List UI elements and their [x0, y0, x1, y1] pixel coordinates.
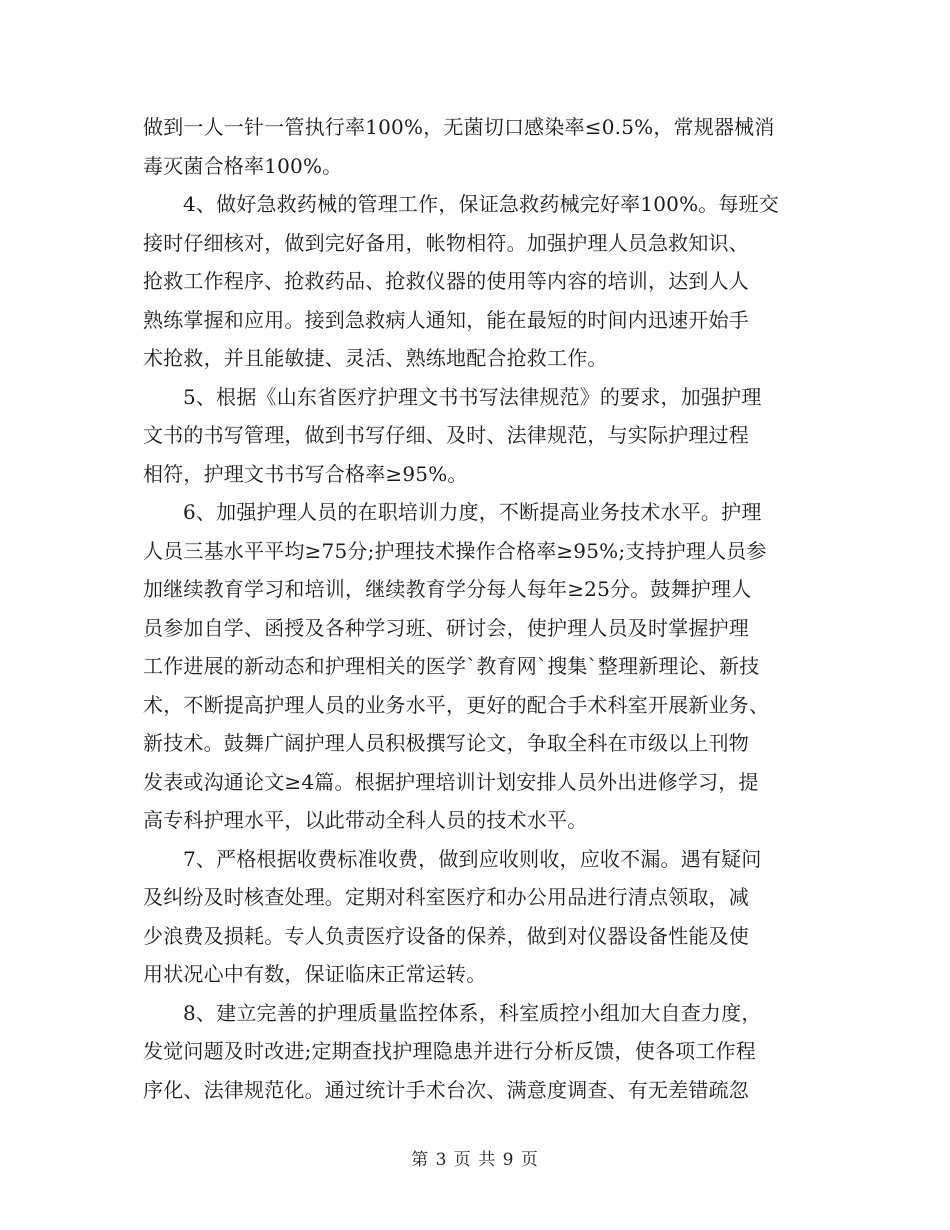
text-line: 文书的书写管理，做到书写仔细、及时、法律规范，与实际护理过程 [143, 423, 749, 447]
text-line: 做到一人一针一管执行率100%，无菌切口感染率≤0.5%，常规器械消 [143, 115, 775, 139]
text-line: 序化、法律规范化。通过统计手术台次、满意度调查、有无差错疏忽 [143, 1077, 749, 1102]
text-line: 用状况心中有数，保证临床正常运转。 [143, 962, 487, 986]
text-line: 人员三基水平平均≥75分;护理技术操作合格率≥95%;支持护理人员参 [143, 538, 767, 563]
text-line: 新技术。鼓舞广阔护理人员积极撰写论文，争取全科在市级以上刊物 [143, 731, 749, 755]
text-line: 工作进展的新动态和护理相关的医学`教育网`搜集`整理新理论、新技 [143, 654, 760, 678]
text-line: 术抢救，并且能敏捷、灵活、熟练地配合抢救工作。 [143, 346, 608, 370]
page-number-footer: 第 3 页 共 9 页 [411, 1150, 539, 1170]
paragraph-start-line: 6、加强护理人员的在职培训力度，不断提高业务技术水平。护理 [183, 500, 762, 524]
text-line: 接时仔细核对，做到完好备用，帐物相符。加强护理人员急救知识、 [143, 230, 749, 255]
text-line: 少浪费及损耗。专人负责医疗设备的保养，做到对仪器设备性能及使 [143, 923, 749, 948]
text-line: 抢救工作程序、抢救药品、抢救仪器的使用等内容的培训，达到人人 [143, 269, 749, 293]
text-line: 高专科护理水平，以此带动全科人员的技术水平。 [143, 808, 588, 832]
text-line: 发表或沟通论文≥4篇。根据护理培训计划安排人员外出进修学习，提 [143, 769, 759, 794]
paragraph-start-line: 4、做好急救药械的管理工作，保证急救药械完好率100%。每班交 [183, 192, 780, 216]
text-line: 相符，护理文书书写合格率≥95%。 [143, 461, 468, 486]
text-line: 毒灭菌合格率100%。 [143, 153, 343, 178]
text-line: 员参加自学、函授及各种学习班、研讨会，使护理人员及时掌握护理 [143, 615, 749, 640]
paragraph-start-line: 8、建立完善的护理质量监控体系，科室质控小组加大自查力度， [183, 1000, 762, 1025]
document-body [143, 108, 821, 1109]
text-line: 发觉问题及时改进;定期查找护理隐患并进行分析反馈，使各项工作程 [143, 1039, 756, 1063]
text-line: 熟练掌握和应用。接到急救病人通知，能在最短的时间内迅速开始手 [143, 307, 749, 332]
paragraph-start-line: 7、严格根据收费标准收费，做到应收则收，应收不漏。遇有疑问 [183, 846, 762, 871]
paragraph-start-line: 5、根据《山东省医疗护理文书书写法律规范》的要求，加强护理 [183, 384, 762, 409]
text-line: 术，不断提高护理人员的业务水平，更好的配合手术科室开展新业务、 [143, 692, 770, 717]
text-line: 及纠纷及时核查处理。定期对科室医疗和办公用品进行清点领取，减 [143, 885, 749, 909]
text-line: 加继续教育学习和培训，继续教育学分每人每年≥25分。鼓舞护理人 [143, 577, 752, 601]
